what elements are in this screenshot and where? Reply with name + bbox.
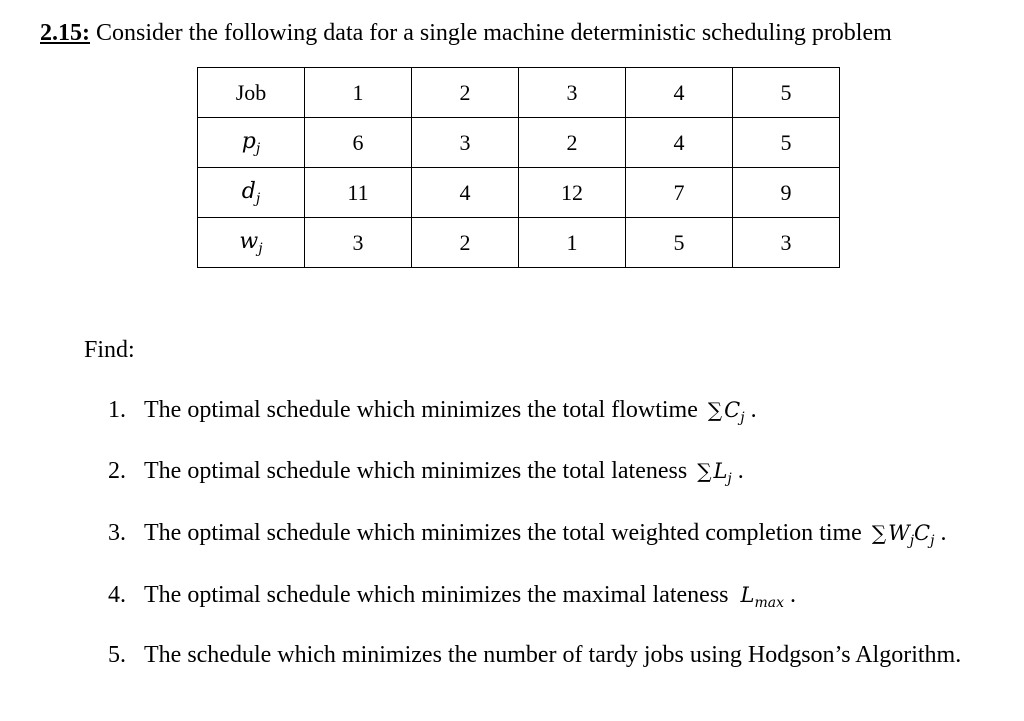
table-row (198, 168, 840, 218)
job-cell: 2 (412, 68, 519, 118)
find-label: Find: (84, 337, 135, 363)
table-cell: 12 (519, 168, 626, 218)
table-cell: 5 (733, 118, 840, 168)
list-item: 1. The optimal schedule which minimizes the total flowtime $\sum C_j$ . (108, 397, 757, 426)
table-cell: 3 (412, 118, 519, 168)
job-cell: 5 (733, 68, 840, 118)
table-cell: 6 (305, 118, 412, 168)
problem-statement: Consider the following data for a single machine deterministic scheduling problem (96, 20, 892, 46)
table-cell: 5 (626, 218, 733, 268)
problem-title (40, 20, 892, 47)
job-cell: 3 (519, 68, 626, 118)
list-item: 2. The optimal schedule which minimizes the total lateness $\sum L_j$ . (108, 458, 744, 487)
job-header-cell: Job (198, 68, 305, 118)
list-item: 3. The optimal schedule which minimizes the total weighted completion time $\sum W_jC_j$ . (108, 520, 947, 549)
table-row (198, 118, 840, 168)
table-cell: 3 (305, 218, 412, 268)
job-cell: 1 (305, 68, 412, 118)
table-header-row (198, 68, 840, 118)
table-cell: 2 (412, 218, 519, 268)
table-cell: 4 (412, 168, 519, 218)
row-label-d: $d_j$ (198, 168, 305, 218)
list-item: 5. The schedule which minimizes the number of tardy jobs using Hodgson’s Algorithm. (108, 642, 962, 668)
table-cell: 3 (733, 218, 840, 268)
table-cell: 11 (305, 168, 412, 218)
table-cell: 1 (519, 218, 626, 268)
list-item: 4. The optimal schedule which minimizes the maximal lateness $L_{max}$ . (108, 582, 796, 611)
job-cell: 4 (626, 68, 733, 118)
table-cell: 9 (733, 168, 840, 218)
problem-number: 2.15: (40, 20, 90, 46)
table-row (198, 218, 840, 268)
row-label-w: $w_j$ (198, 218, 305, 268)
row-label-p: $p_j$ (198, 118, 305, 168)
table-cell: 7 (626, 168, 733, 218)
table-cell: 4 (626, 118, 733, 168)
data-table (197, 67, 840, 268)
table-cell: 2 (519, 118, 626, 168)
